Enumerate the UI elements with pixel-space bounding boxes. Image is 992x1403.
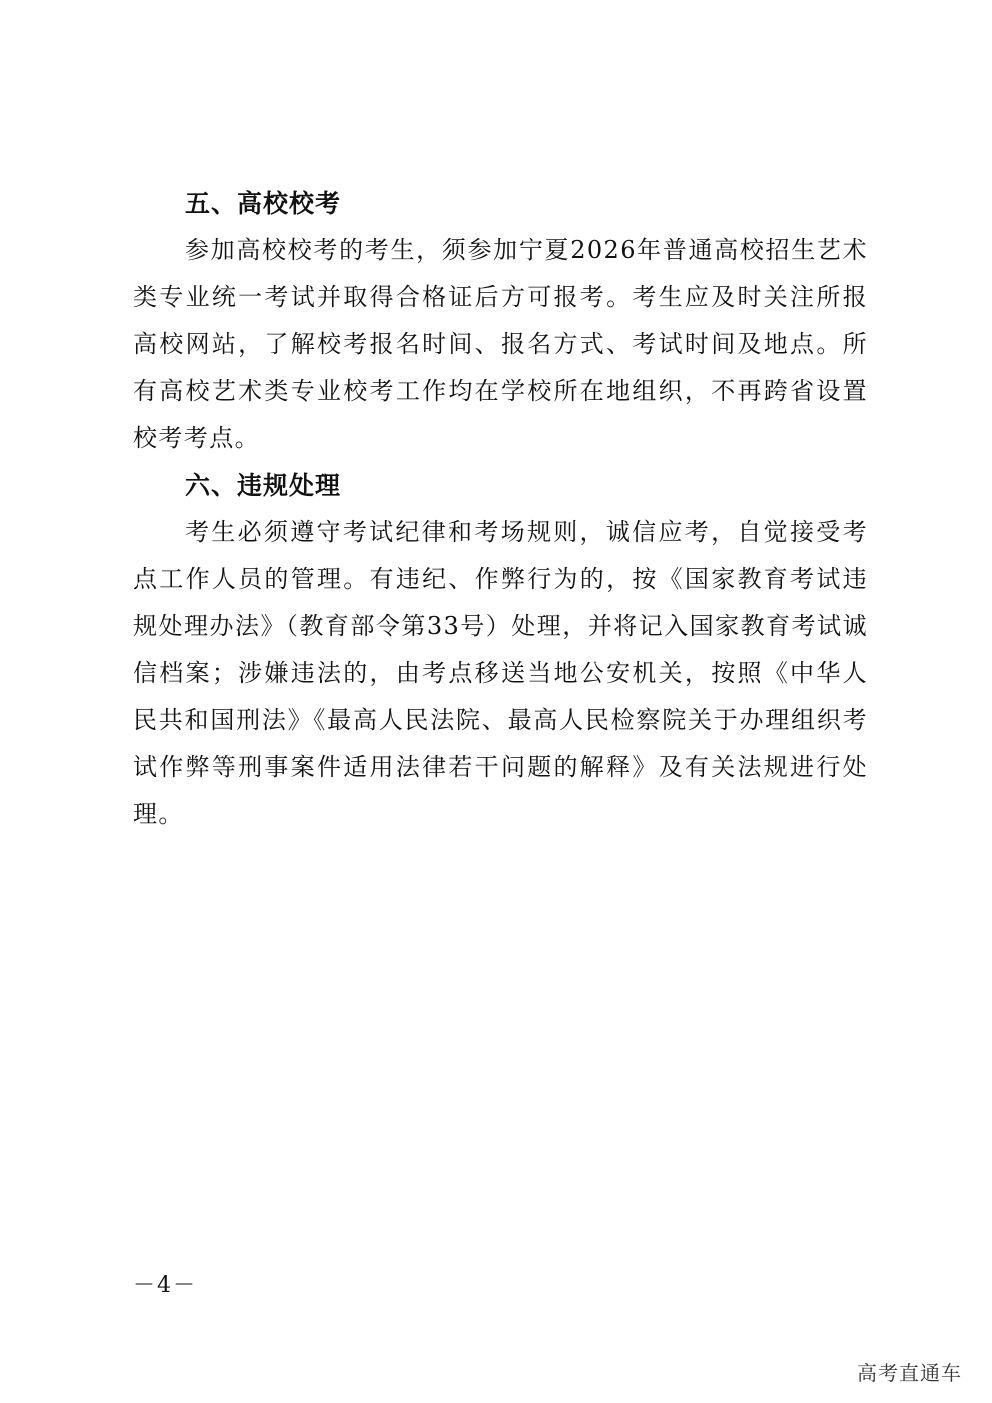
document-body: [133, 180, 868, 838]
page-number: －4－: [133, 1273, 197, 1298]
watermark: 高考直通车: [857, 1361, 962, 1385]
section-heading-school-exam: 五、高校校考: [185, 189, 342, 218]
section-paragraph-school-exam: 参加高校校考的考生，须参加宁夏2026年普通高校招生艺术类专业统一考试并取得合格证后方可报考。考生应及时关注所报高校网站，了解校考报名时间、报名方式、考试时间及地点。所有高校艺术类专业校考工作均在学校所在地组织，不再跨省设置校考考点。: [133, 236, 868, 452]
section-paragraph-violation: 考生必须遵守考试纪律和考场规则，诚信应考，自觉接受考点工作人员的管理。有违纪、作弊行为的，按《国家教育考试违规处理办法》（教育部令第33号）处理，并将记入国家教育考试诚信档案；涉嫌违法的，由考点移送当地公安机关，按照《中华人民共和国刑法》《最高人民法院、最高人民检察院关于办理组织考试作弊等刑事案件适用法律若干问题的解释》及有关法规进行处理。: [133, 518, 868, 828]
section-heading-violation: 六、违规处理: [185, 471, 342, 500]
